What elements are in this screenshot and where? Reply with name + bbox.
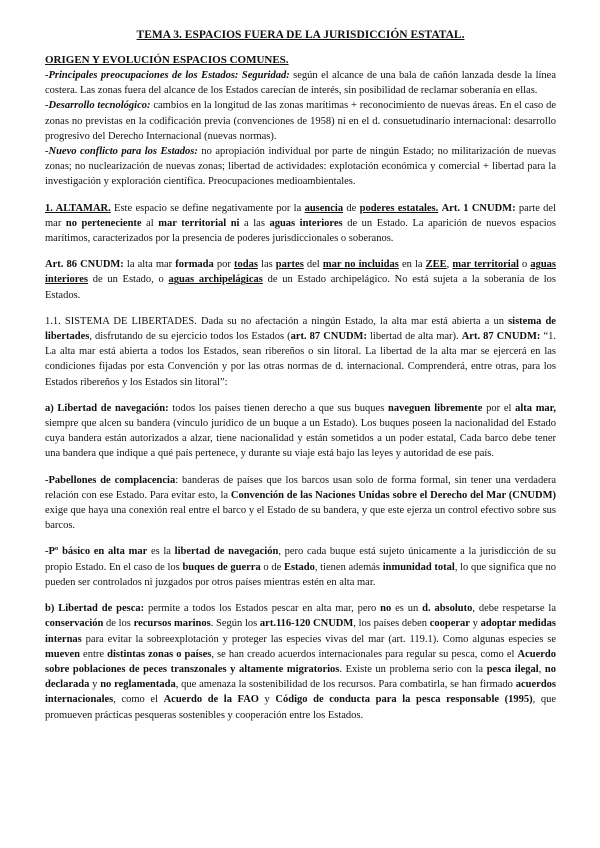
text-run: ausencia <box>304 202 344 214</box>
text-run: , debe respetarse la <box>472 603 556 615</box>
text-run: , se han creado acuerdos internacionales para regular su pesca, como el <box>211 648 518 660</box>
text-run: , pero cada buque está sujeto únicamente a la jurisdicción de su propio Estado. En el caso de los <box>45 546 557 573</box>
paragraph-principio-basico <box>45 544 556 590</box>
text-run: no reglamentada <box>100 679 176 691</box>
text-run: y <box>258 694 276 706</box>
paragraph-altamar <box>45 201 556 247</box>
text-run: siempre que alcen su bandera (vínculo jurídico de un buque a un Estado). Los buques poseen la nacionalidad del Estado cuya bandera están autorizados a alzar, tiene nacionalidad y están sometidos a un poder estatal, Cada barco debe tener una bandera que indique a qué país pertenece, y durante su viaje está bajo las leyes y autoridad de ese país. <box>45 418 556 460</box>
text-run: entre <box>80 648 108 660</box>
text-run: todos los países tienen derecho a que sus buques <box>168 402 388 414</box>
text-run: para evitar la sobreexplotación y proteger las especies vivas del mar (art. 119.1). Como algunas especies se <box>81 633 556 645</box>
text-run: mar territorial <box>452 259 519 271</box>
text-run: , que amenaza la sostenibilidad de los recursos. Para combatirla, se han firmado <box>175 679 516 691</box>
text-run: Art. 1 CNUDM: <box>441 202 516 214</box>
text-run: parte del mar <box>45 202 557 229</box>
text-run: b) Libertad de pesca: <box>45 603 145 615</box>
text-run: a) Libertad de navegación: <box>45 402 169 414</box>
text-run: Dada su no afectación a ningún Estado, la alta mar está abierta a un <box>196 315 509 327</box>
section-heading-altamar: 1. ALTAMAR. <box>45 202 111 214</box>
paragraph-seguridad <box>45 68 556 98</box>
paragraph-sistema-libertades <box>45 314 556 390</box>
text-run: pesca ilegal <box>486 663 539 675</box>
text-run: por <box>213 259 234 271</box>
lead-text: -Nuevo conflicto para los Estados: <box>45 146 198 158</box>
paragraph-conflicto <box>45 144 556 190</box>
text-run: todas <box>233 259 258 271</box>
text-run: y <box>469 618 481 630</box>
text-run: , los países deben <box>353 618 430 630</box>
text-run: Art. 86 CNUDM: <box>45 259 124 271</box>
text-run: no declarada <box>45 663 556 691</box>
lead-text: -Desarrollo tecnológico: <box>45 100 151 112</box>
paragraph-desarrollo <box>45 98 556 144</box>
text-run: las <box>257 259 276 271</box>
section-heading-sistema: 1.1. SISTEMA DE LIBERTADES. <box>45 315 197 327</box>
text-run: conservación <box>45 618 104 630</box>
body-text: no apropiación individual por parte de ningún Estado; no militarización de nuevas zonas; no nuclearización de nuevas zonas; libertad de actividades: explotación económica y comercial + libertad para la investigación y exploración científica. Preocupaciones medioambientales. <box>45 146 557 188</box>
text-run: es la <box>147 546 175 558</box>
text-run: y <box>89 679 101 691</box>
paragraph-pesca <box>45 601 556 723</box>
text-run: Acuerdo sobre poblaciones de peces transzonales y altamente migratorios <box>45 648 556 675</box>
text-run: de un Estado, o <box>87 274 169 286</box>
paragraph-pabellones <box>45 473 556 534</box>
text-run: ZEE <box>425 259 447 271</box>
text-run: libertad de alta mar). <box>366 331 462 343</box>
text-run: acuerdos internacionales <box>45 679 556 706</box>
text-run: art. 87 CNUDM: <box>290 331 367 343</box>
text-run: o de <box>260 561 284 573</box>
text-run: de los <box>103 618 134 630</box>
text-run: exige que haya una conexión real entre el barco y el Estado de su bandera, y que este ejerza un control efectivo sobre sus barcos. <box>45 505 556 532</box>
text-run: -Pº básico en alta mar <box>45 546 148 558</box>
text-run: cooperar <box>429 618 470 630</box>
text-run: o <box>518 259 531 271</box>
text-run: a las <box>239 217 270 229</box>
text-run: “1. La alta mar está abierta a todos los Estados, sean ribereños o sin litoral. La libertad de la alta mar se ejercerá en las condiciones fijadas por esta Convención y por las otras normas de d. internacional. Comprenderá, entre otras, para los Estados ribereños y los Estados sin litoral”: <box>45 331 556 388</box>
text-run: . Según los <box>210 618 260 630</box>
paragraph-art86 <box>45 257 556 303</box>
text-run: naveguen libremente <box>387 402 483 414</box>
text-run: libertad de navegación <box>174 546 279 558</box>
text-run: mueven <box>45 648 80 660</box>
text-run: poderes estatales. <box>359 202 439 214</box>
text-run: la alta mar <box>123 259 176 271</box>
text-run: , tienen además <box>314 561 383 573</box>
text-run: sistema de libertades <box>45 315 556 343</box>
text-run: adoptar medidas internas <box>45 618 556 645</box>
text-run: buques de guerra <box>182 561 261 573</box>
text-run: en la <box>398 259 426 271</box>
text-run: por el <box>482 402 516 414</box>
text-run: , como el <box>113 694 164 706</box>
text-run: formada <box>175 259 214 271</box>
text-run: mar territorial ni <box>158 217 240 229</box>
text-run: no <box>380 603 392 615</box>
text-run: , disfrutando de su ejercicio todos los Estados ( <box>89 331 291 343</box>
body-text: cambios en la longitud de las zonas marítimas + reconocimiento de nuevas áreas. En el caso de zonas no previstas en la codificación previa (convenciones de 1958) ni en el d. consuetudinario internacional: desarrollo progresivo del Derecho Internacional (nuevas normas). <box>45 100 557 142</box>
text-run: Convención de las Naciones Unidas sobre el Derecho del Mar (CNUDM) <box>230 489 556 501</box>
text-run: de <box>343 202 360 214</box>
text-run: partes <box>275 259 304 271</box>
text-run: al <box>141 217 159 229</box>
text-run: inmunidad total <box>382 561 455 573</box>
text-run: distintas zonas o países <box>107 648 212 660</box>
text-run: -Pabellones de complacencia <box>45 474 176 486</box>
text-run: Estado <box>283 561 315 573</box>
text-run: Este espacio se define negativamente por la <box>110 202 305 214</box>
text-run: Código de conducta para la pesca responsable (1995) <box>275 694 533 706</box>
text-run: : banderas de países que los barcos usan solo de forma formal, sin tener una verdadera relación con ese Estado. Para evitar esto, la <box>45 474 557 501</box>
text-run: , <box>538 663 545 675</box>
section-heading-origen: ORIGEN Y EVOLUCIÓN ESPACIOS COMUNES. <box>45 54 289 66</box>
text-run: aguas interiores <box>269 217 343 229</box>
text-run: , que promueven prácticas pesqueras sostenibles y cooperación entre los Estados. <box>45 694 557 721</box>
text-run: aguas archipelágicas <box>168 274 263 286</box>
text-run: aguas interiores <box>45 259 557 286</box>
text-run: . Existe un problema serio con la <box>339 663 487 675</box>
text-run: recursos marinos <box>133 618 211 630</box>
text-run: alta mar, <box>515 402 557 414</box>
text-run: Acuerdo de la FAO <box>163 694 259 706</box>
text-run: , lo que significa que no pueden ser controlados ni juzgados por otros países mientras estén en alta mar. <box>45 561 556 588</box>
text-run: , <box>446 259 453 271</box>
paragraph-navegacion <box>45 401 556 462</box>
text-run: es un <box>391 603 423 615</box>
text-run: de un Estado archipelágico. No está sujeta a la soberanía de los Estados. <box>45 274 556 301</box>
lead-text: -Principales preocupaciones de los Estados: Seguridad: <box>45 70 290 81</box>
text-run: del <box>303 259 323 271</box>
page-title: TEMA 3. ESPACIOS FUERA DE LA JURISDICCIÓN ESTATAL. <box>136 29 465 41</box>
text-run: d. absoluto <box>422 603 473 615</box>
text-run: mar no incluidas <box>322 259 399 271</box>
body-text: según el alcance de una bala de cañón lanzada desde la línea costera. Las zonas fuera del alcance de los Estados carecían de interés, sin posibilidad de reclamar soberanía en ellas. <box>45 70 556 97</box>
text-run: no perteneciente <box>65 217 142 229</box>
text-run: de un Estado. La aparición de nuevos espacios marítimos, caracterizados por la presencia de poderes jurisdiccionales o soberanos. <box>45 217 556 245</box>
text-run: art.116-120 CNUDM <box>259 618 354 630</box>
text-run: Art. 87 CNUDM: <box>461 331 541 343</box>
text-run: permite a todos los Estados pescar en alta mar, pero <box>144 603 381 615</box>
